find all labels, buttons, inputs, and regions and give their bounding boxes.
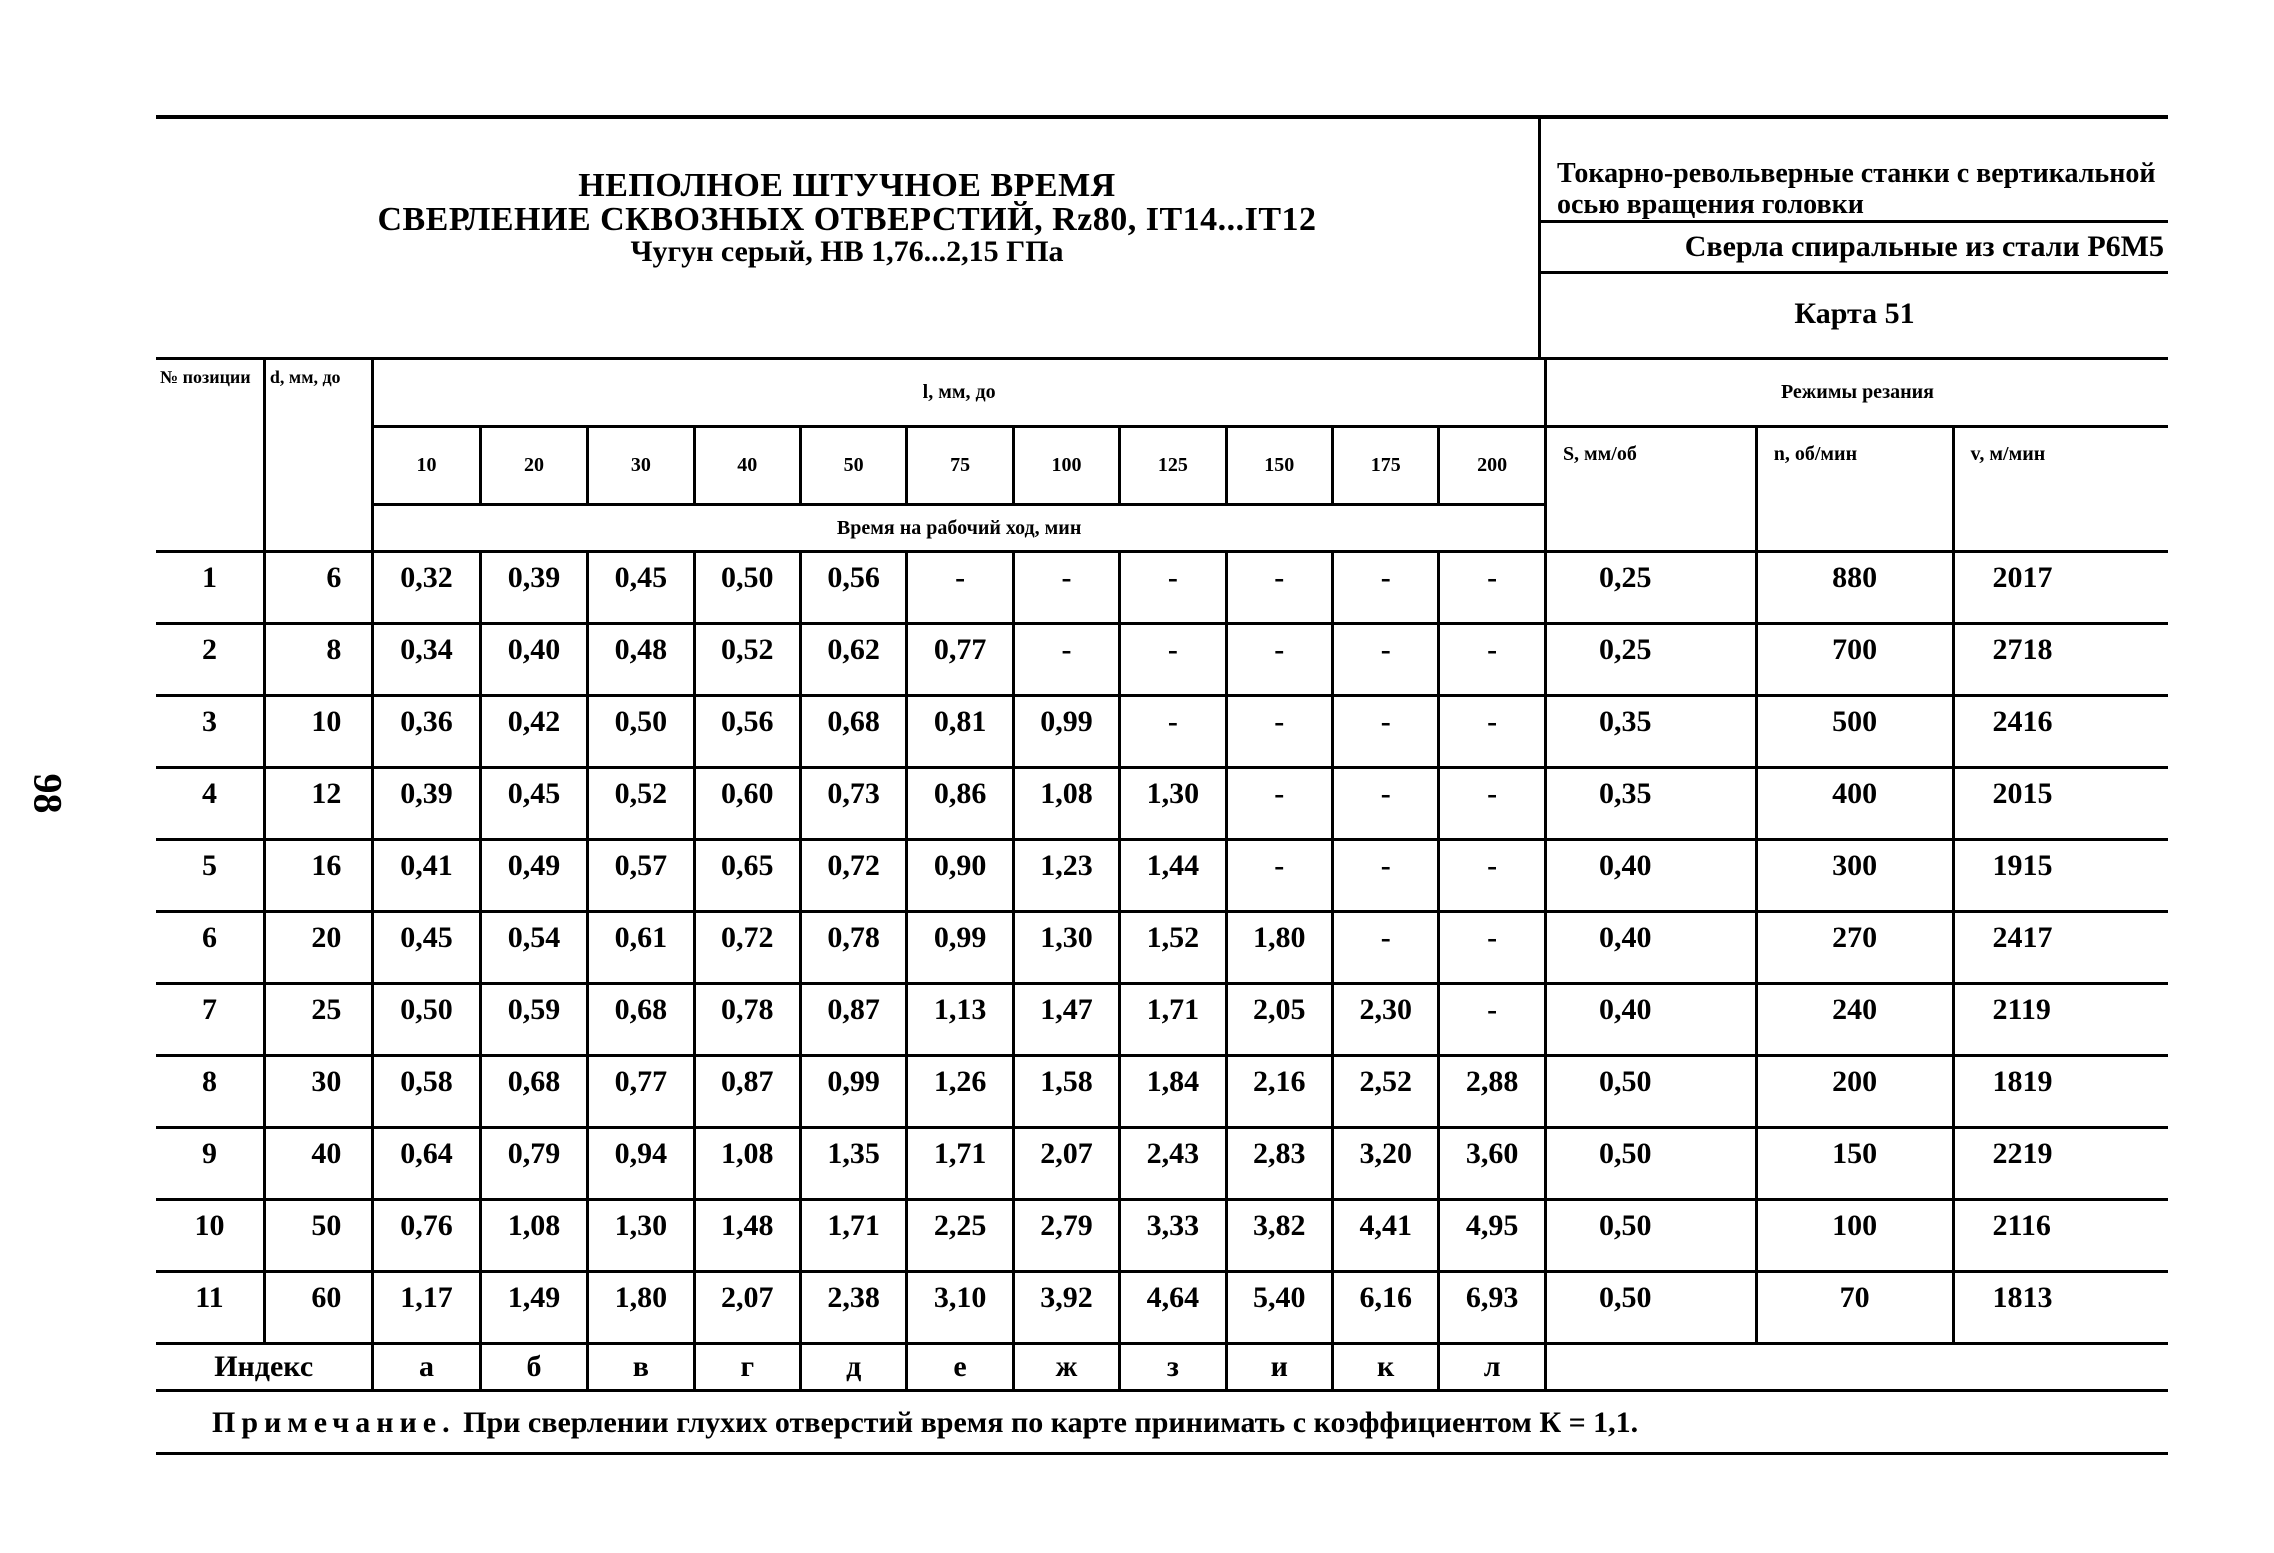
position-cell: 10 xyxy=(156,1200,264,1272)
time-cell: - xyxy=(1333,840,1439,912)
velocity-cell: 2015 xyxy=(1953,768,2168,840)
time-cell: 1,30 xyxy=(1013,912,1119,984)
time-cell: 4,64 xyxy=(1120,1272,1226,1344)
speed-cell: 240 xyxy=(1756,984,1953,1056)
time-cell: 0,77 xyxy=(907,624,1013,696)
time-cell: - xyxy=(1439,840,1546,912)
length-header: 75 xyxy=(907,427,1013,505)
time-cell: 0,36 xyxy=(373,696,480,768)
feed-cell: 0,50 xyxy=(1545,1272,1756,1344)
time-cell: 0,42 xyxy=(480,696,587,768)
footnote-label: Примечание. xyxy=(212,1406,456,1439)
time-cell: 0,39 xyxy=(373,768,480,840)
time-cell: 2,52 xyxy=(1333,1056,1439,1128)
time-cell: 1,71 xyxy=(1120,984,1226,1056)
time-cell: - xyxy=(1013,552,1119,624)
speed-cell: 880 xyxy=(1756,552,1953,624)
time-cell: - xyxy=(1226,840,1332,912)
velocity-cell: 2718 xyxy=(1953,624,2168,696)
time-cell: - xyxy=(1439,912,1546,984)
velocity-cell: 2417 xyxy=(1953,912,2168,984)
time-cell: 0,68 xyxy=(588,984,694,1056)
diameter-cell: 20 xyxy=(264,912,372,984)
col-s-header: S, мм/об xyxy=(1545,427,1756,552)
length-header: 40 xyxy=(694,427,800,505)
diameter-cell: 6 xyxy=(264,552,372,624)
time-cell: 0,45 xyxy=(373,912,480,984)
time-cell: - xyxy=(1439,552,1546,624)
time-cell: 4,41 xyxy=(1333,1200,1439,1272)
length-header: 175 xyxy=(1333,427,1439,505)
time-cell: - xyxy=(907,552,1013,624)
time-cell: - xyxy=(1439,624,1546,696)
time-cell: 1,44 xyxy=(1120,840,1226,912)
time-cell: 0,65 xyxy=(694,840,800,912)
time-cell: 0,45 xyxy=(480,768,587,840)
time-cell: 3,10 xyxy=(907,1272,1013,1344)
time-cell: - xyxy=(1439,768,1546,840)
position-cell: 2 xyxy=(156,624,264,696)
index-label: Индекс xyxy=(156,1344,373,1391)
time-cell: 0,58 xyxy=(373,1056,480,1128)
time-cell: - xyxy=(1333,912,1439,984)
time-cell: 1,49 xyxy=(480,1272,587,1344)
length-header: 20 xyxy=(480,427,587,505)
position-cell: 8 xyxy=(156,1056,264,1128)
card-sheet xyxy=(156,115,2168,1455)
time-cell: 0,94 xyxy=(588,1128,694,1200)
time-cell: 1,52 xyxy=(1120,912,1226,984)
time-cell: 0,45 xyxy=(588,552,694,624)
time-cell: 0,56 xyxy=(800,552,906,624)
time-cell: 2,88 xyxy=(1439,1056,1546,1128)
feed-cell: 0,35 xyxy=(1545,768,1756,840)
time-cell: 1,35 xyxy=(800,1128,906,1200)
time-cell: 0,62 xyxy=(800,624,906,696)
diameter-cell: 30 xyxy=(264,1056,372,1128)
time-cell: 0,39 xyxy=(480,552,587,624)
diameter-cell: 12 xyxy=(264,768,372,840)
time-cell: - xyxy=(1439,984,1546,1056)
time-cell: 0,61 xyxy=(588,912,694,984)
length-header: 200 xyxy=(1439,427,1546,505)
speed-cell: 70 xyxy=(1756,1272,1953,1344)
time-cell: 0,76 xyxy=(373,1200,480,1272)
time-cell: 3,20 xyxy=(1333,1128,1439,1200)
time-cell: 2,43 xyxy=(1120,1128,1226,1200)
time-cell: 0,72 xyxy=(800,840,906,912)
time-cell: - xyxy=(1226,624,1332,696)
index-letter: а xyxy=(373,1344,480,1391)
position-cell: 7 xyxy=(156,984,264,1056)
feed-cell: 0,35 xyxy=(1545,696,1756,768)
time-cell: 0,49 xyxy=(480,840,587,912)
index-letter: и xyxy=(1226,1344,1332,1391)
time-cell: 1,08 xyxy=(694,1128,800,1200)
index-letter: г xyxy=(694,1344,800,1391)
time-cell: 0,99 xyxy=(800,1056,906,1128)
diameter-cell: 8 xyxy=(264,624,372,696)
time-cell: 0,86 xyxy=(907,768,1013,840)
title-line-3: Чугун серый, НВ 1,76...2,15 ГПа xyxy=(630,235,1064,268)
time-cell: 0,57 xyxy=(588,840,694,912)
title-line-1: НЕПОЛНОЕ ШТУЧНОЕ ВРЕМЯ xyxy=(578,167,1116,204)
time-cell: 0,32 xyxy=(373,552,480,624)
time-caption: Время на рабочий ход, мин xyxy=(373,505,1546,552)
time-cell: 0,48 xyxy=(588,624,694,696)
time-cell: 3,92 xyxy=(1013,1272,1119,1344)
feed-cell: 0,25 xyxy=(1545,624,1756,696)
speed-cell: 700 xyxy=(1756,624,1953,696)
time-cell: 0,77 xyxy=(588,1056,694,1128)
position-cell: 4 xyxy=(156,768,264,840)
time-cell: 6,16 xyxy=(1333,1272,1439,1344)
modes-header: Режимы резания xyxy=(1545,360,2168,427)
time-cell: 3,82 xyxy=(1226,1200,1332,1272)
time-cell: 2,79 xyxy=(1013,1200,1119,1272)
table-row xyxy=(156,1200,2168,1272)
diameter-cell: 40 xyxy=(264,1128,372,1200)
velocity-cell: 2116 xyxy=(1953,1200,2168,1272)
feed-cell: 0,40 xyxy=(1545,984,1756,1056)
time-cell: 0,99 xyxy=(907,912,1013,984)
diameter-cell: 60 xyxy=(264,1272,372,1344)
time-cell: 0,87 xyxy=(694,1056,800,1128)
speed-cell: 100 xyxy=(1756,1200,1953,1272)
card-title xyxy=(156,119,1541,357)
time-cell: 0,52 xyxy=(694,624,800,696)
time-cell: 1,17 xyxy=(373,1272,480,1344)
time-cell: - xyxy=(1333,624,1439,696)
index-row xyxy=(156,1344,2168,1391)
index-letter: е xyxy=(907,1344,1013,1391)
velocity-cell: 1915 xyxy=(1953,840,2168,912)
footnote-text: При сверлении глухих отверстий время по карте принимать с коэффициентом К = 1,1. xyxy=(455,1406,1639,1439)
speed-cell: 270 xyxy=(1756,912,1953,984)
time-cell: 0,50 xyxy=(588,696,694,768)
card-info xyxy=(1541,119,2168,357)
time-cell: 1,47 xyxy=(1013,984,1119,1056)
time-cell: 3,60 xyxy=(1439,1128,1546,1200)
page-number: 98 xyxy=(25,773,71,814)
time-cell: 0,50 xyxy=(694,552,800,624)
index-letter: б xyxy=(480,1344,587,1391)
time-cell: 0,68 xyxy=(480,1056,587,1128)
time-cell: 2,07 xyxy=(694,1272,800,1344)
time-cell: - xyxy=(1439,696,1546,768)
time-cell: 1,13 xyxy=(907,984,1013,1056)
position-cell: 9 xyxy=(156,1128,264,1200)
velocity-cell: 2017 xyxy=(1953,552,2168,624)
index-letter: з xyxy=(1120,1344,1226,1391)
diameter-cell: 16 xyxy=(264,840,372,912)
position-cell: 11 xyxy=(156,1272,264,1344)
time-cell: 1,08 xyxy=(1013,768,1119,840)
time-cell: - xyxy=(1333,552,1439,624)
time-cell: 1,58 xyxy=(1013,1056,1119,1128)
position-cell: 1 xyxy=(156,552,264,624)
time-cell: - xyxy=(1226,552,1332,624)
table-row xyxy=(156,1272,2168,1344)
time-cell: 2,07 xyxy=(1013,1128,1119,1200)
time-cell: - xyxy=(1333,696,1439,768)
velocity-cell: 2416 xyxy=(1953,696,2168,768)
position-cell: 6 xyxy=(156,912,264,984)
tool-type: Сверла спиральные из стали Р6М5 xyxy=(1541,223,2168,274)
time-cell: 2,38 xyxy=(800,1272,906,1344)
time-cell: 0,64 xyxy=(373,1128,480,1200)
diameter-cell: 10 xyxy=(264,696,372,768)
diameter-cell: 25 xyxy=(264,984,372,1056)
time-cell: - xyxy=(1120,552,1226,624)
col-length-header: l, мм, до xyxy=(373,360,1546,427)
table-row xyxy=(156,552,2168,624)
velocity-cell: 2219 xyxy=(1953,1128,2168,1200)
position-cell: 5 xyxy=(156,840,264,912)
time-cell: 0,68 xyxy=(800,696,906,768)
time-cell: 1,80 xyxy=(588,1272,694,1344)
col-n-header: n, об/мин xyxy=(1756,427,1953,552)
time-cell: 0,79 xyxy=(480,1128,587,1200)
card-header xyxy=(156,119,2168,360)
velocity-cell: 1819 xyxy=(1953,1056,2168,1128)
table-row xyxy=(156,984,2168,1056)
position-cell: 3 xyxy=(156,696,264,768)
speed-cell: 150 xyxy=(1756,1128,1953,1200)
time-cell: 0,50 xyxy=(373,984,480,1056)
velocity-cell: 2119 xyxy=(1953,984,2168,1056)
feed-cell: 0,50 xyxy=(1545,1128,1756,1200)
time-cell: - xyxy=(1226,768,1332,840)
diameter-cell: 50 xyxy=(264,1200,372,1272)
time-cell: 1,80 xyxy=(1226,912,1332,984)
table-row xyxy=(156,1056,2168,1128)
feed-cell: 0,40 xyxy=(1545,912,1756,984)
time-cell: 0,56 xyxy=(694,696,800,768)
time-cell: 1,30 xyxy=(1120,768,1226,840)
length-header: 100 xyxy=(1013,427,1119,505)
length-header: 10 xyxy=(373,427,480,505)
velocity-cell: 1813 xyxy=(1953,1272,2168,1344)
time-cell: 0,34 xyxy=(373,624,480,696)
time-cell: 1,71 xyxy=(907,1128,1013,1200)
time-cell: 1,30 xyxy=(588,1200,694,1272)
length-header: 30 xyxy=(588,427,694,505)
time-cell: - xyxy=(1333,768,1439,840)
time-cell: - xyxy=(1226,696,1332,768)
time-cell: 1,48 xyxy=(694,1200,800,1272)
time-cell: - xyxy=(1013,624,1119,696)
time-cell: 0,81 xyxy=(907,696,1013,768)
speed-cell: 500 xyxy=(1756,696,1953,768)
machine-type: Токарно-револьверные станки с вертикальной осью вращения головки xyxy=(1541,119,2168,223)
feed-cell: 0,50 xyxy=(1545,1200,1756,1272)
footnote xyxy=(156,1392,2168,1455)
time-cell: 1,23 xyxy=(1013,840,1119,912)
time-cell: - xyxy=(1120,624,1226,696)
time-cell: 0,59 xyxy=(480,984,587,1056)
feed-cell: 0,25 xyxy=(1545,552,1756,624)
speed-cell: 300 xyxy=(1756,840,1953,912)
time-cell: 1,71 xyxy=(800,1200,906,1272)
time-cell: 1,08 xyxy=(480,1200,587,1272)
time-cell: 0,54 xyxy=(480,912,587,984)
time-cell: 2,25 xyxy=(907,1200,1013,1272)
time-cell: 0,78 xyxy=(800,912,906,984)
time-cell: 0,78 xyxy=(694,984,800,1056)
time-cell: 5,40 xyxy=(1226,1272,1332,1344)
time-table xyxy=(156,360,2168,1392)
time-cell: 2,16 xyxy=(1226,1056,1332,1128)
index-letter: л xyxy=(1439,1344,1546,1391)
time-cell: 3,33 xyxy=(1120,1200,1226,1272)
time-cell: - xyxy=(1120,696,1226,768)
table-row xyxy=(156,768,2168,840)
col-v-header: v, м/мин xyxy=(1953,427,2168,552)
index-blank xyxy=(1545,1344,2168,1391)
time-cell: 2,30 xyxy=(1333,984,1439,1056)
time-cell: 0,41 xyxy=(373,840,480,912)
index-letter: ж xyxy=(1013,1344,1119,1391)
time-cell: 2,83 xyxy=(1226,1128,1332,1200)
index-letter: к xyxy=(1333,1344,1439,1391)
card-number: Карта 51 xyxy=(1794,297,1915,330)
time-cell: 1,84 xyxy=(1120,1056,1226,1128)
length-header: 150 xyxy=(1226,427,1332,505)
time-cell: 6,93 xyxy=(1439,1272,1546,1344)
feed-cell: 0,40 xyxy=(1545,840,1756,912)
length-header: 125 xyxy=(1120,427,1226,505)
time-cell: 0,40 xyxy=(480,624,587,696)
time-cell: 0,90 xyxy=(907,840,1013,912)
time-cell: 2,05 xyxy=(1226,984,1332,1056)
table-row xyxy=(156,696,2168,768)
table-row xyxy=(156,840,2168,912)
time-cell: 0,99 xyxy=(1013,696,1119,768)
col-diameter-header: d, мм, до xyxy=(264,360,372,552)
col-position-header: № позиции xyxy=(156,360,264,552)
title-line-2: СВЕРЛЕНИЕ СКВОЗНЫХ ОТВЕРСТИЙ, Rz80, IT14...IT12 xyxy=(377,201,1317,238)
table-row xyxy=(156,912,2168,984)
table-row xyxy=(156,1128,2168,1200)
time-cell: 0,87 xyxy=(800,984,906,1056)
index-letter: д xyxy=(800,1344,906,1391)
time-cell: 0,60 xyxy=(694,768,800,840)
time-cell: 4,95 xyxy=(1439,1200,1546,1272)
index-letter: в xyxy=(588,1344,694,1391)
feed-cell: 0,50 xyxy=(1545,1056,1756,1128)
time-cell: 0,72 xyxy=(694,912,800,984)
table-row xyxy=(156,624,2168,696)
speed-cell: 400 xyxy=(1756,768,1953,840)
time-cell: 0,73 xyxy=(800,768,906,840)
speed-cell: 200 xyxy=(1756,1056,1953,1128)
time-cell: 0,52 xyxy=(588,768,694,840)
time-cell: 1,26 xyxy=(907,1056,1013,1128)
length-header: 50 xyxy=(800,427,906,505)
